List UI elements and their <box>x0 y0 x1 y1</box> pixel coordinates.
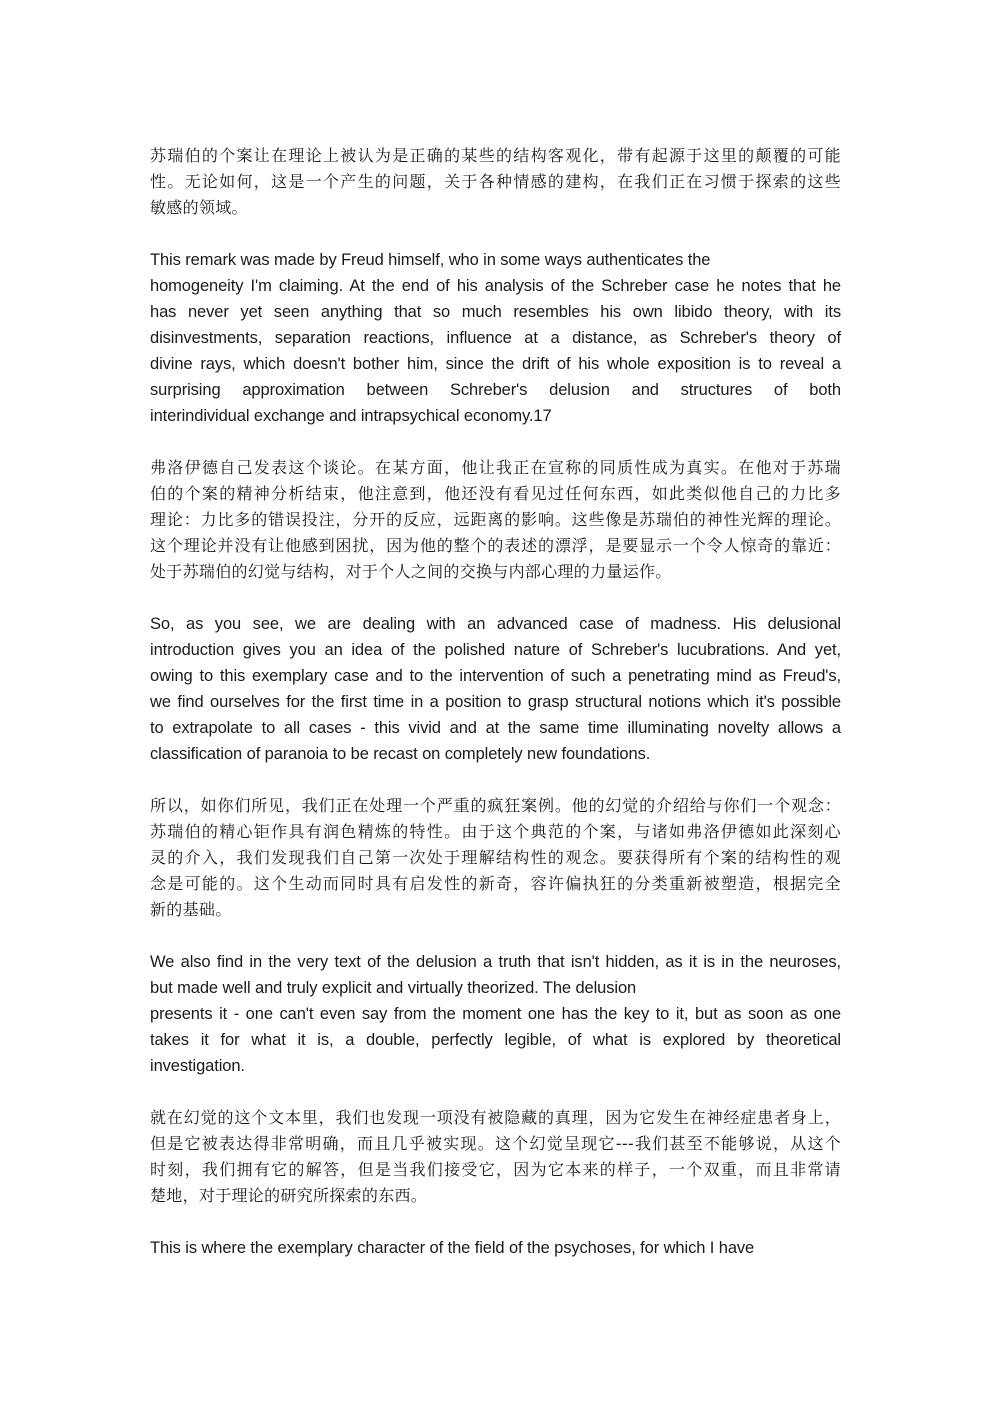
english-paragraph-2 <box>150 247 841 429</box>
text-line: This remark was made by Freud himself, who in some ways authenticates the <box>150 251 711 269</box>
chinese-paragraph-1 <box>150 143 841 221</box>
text-line: 就在幻觉的这个文本里，我们也发现一项没有被隐藏的真理，因为它发生在神经症患者身上， <box>150 1108 841 1127</box>
text-line: takes it for what it is, a double, perfectly legible, of what is explored by theoretical <box>150 1031 841 1049</box>
text-line: 念是可能的。这个生动而同时具有启发性的新奇，容许偏执狂的分类重新被塑造，根据完全 <box>150 874 841 893</box>
text-line: 伯的个案的精神分析结束，他注意到，他还没有看见过任何东西，如此类似他自己的力比多 <box>150 484 841 503</box>
text-line: presents it - one can't even say from the moment one has the key to it, but as soon as one <box>150 1005 841 1023</box>
text-line: investigation. <box>150 1057 245 1075</box>
text-line: 所以，如你们所见，我们正在处理一个严重的疯狂案例。他的幻觉的介绍给与你们一个观念： <box>150 796 841 815</box>
text-line: we find ourselves for the first time in a position to grasp structural notions which it's possible <box>150 693 841 711</box>
english-paragraph-8 <box>150 1235 841 1261</box>
text-line: has never yet seen anything that so much resembles his own libido theory, with its <box>150 303 841 321</box>
text-line: 敏感的领域。 <box>150 198 248 217</box>
text-line: owing to this exemplary case and to the intervention of such a penetrating mind as Freud's, <box>150 667 841 685</box>
text-line: interindividual exchange and intrapsychical economy.17 <box>150 407 552 425</box>
text-line: disinvestments, separation reactions, influence at a distance, as Schreber's theory of <box>150 329 841 347</box>
text-line: 处于苏瑞伯的幻觉与结构，对于个人之间的交换与内部心理的力量运作。 <box>150 562 672 581</box>
text-line: to extrapolate to all cases - this vivid and at the same time illuminating novelty allows a <box>150 719 841 737</box>
text-line: 性。无论如何，这是一个产生的问题，关于各种情感的建构，在我们正在习惯于探索的这些 <box>150 172 841 191</box>
english-paragraph-6 <box>150 949 841 1079</box>
text-line: 这个理论并没有让他感到困扰，因为他的整个的表述的漂浮，是要显示一个令人惊奇的靠近： <box>150 536 841 555</box>
text-line: but made well and truly explicit and virtually theorized. The delusion <box>150 979 637 997</box>
text-line: 但是它被表达得非常明确，而且几乎被实现。这个幻觉呈现它---我们甚至不能够说，从这个 <box>150 1134 841 1153</box>
document-page <box>150 143 841 1261</box>
text-line: This is where the exemplary character of the field of the psychoses, for which I have <box>150 1239 755 1257</box>
text-line: So, as you see, we are dealing with an advanced case of madness. His delusional <box>150 615 841 633</box>
text-line: introduction gives you an idea of the polished nature of Schreber's lucubrations. And yet, <box>150 641 841 659</box>
text-line: surprising approximation between Schreber's delusion and structures of both <box>150 381 841 399</box>
text-line: 理论：力比多的错误投注，分开的反应，远距离的影响。这些像是苏瑞伯的神性光辉的理论。 <box>150 510 841 529</box>
chinese-paragraph-3 <box>150 455 841 585</box>
text-line: 苏瑞伯的个案让在理论上被认为是正确的某些的结构客观化，带有起源于这里的颠覆的可能 <box>150 146 841 165</box>
chinese-paragraph-5 <box>150 793 841 923</box>
text-line: We also find in the very text of the delusion a truth that isn't hidden, as it is in the neuroses, <box>150 953 841 971</box>
text-line: divine rays, which doesn't bother him, since the drift of his whole exposition is to reveal a <box>150 355 841 373</box>
text-line: 时刻，我们拥有它的解答，但是当我们接受它，因为它本来的样子，一个双重，而且非常请 <box>150 1160 841 1179</box>
text-line: 新的基础。 <box>150 900 232 919</box>
text-line: 楚地，对于理论的研究所探索的东西。 <box>150 1186 428 1205</box>
text-line: homogeneity I'm claiming. At the end of his analysis of the Schreber case he notes that he <box>150 277 841 295</box>
text-line: 弗洛伊德自己发表这个谈论。在某方面，他让我正在宣称的同质性成为真实。在他对于苏瑞 <box>150 458 841 477</box>
english-paragraph-4 <box>150 611 841 767</box>
text-line: classification of paranoia to be recast on completely new foundations. <box>150 745 651 763</box>
text-line: 灵的介入，我们发现我们自己第一次处于理解结构性的观念。要获得所有个案的结构性的观 <box>150 848 841 867</box>
text-line: 苏瑞伯的精心钜作具有润色精炼的特性。由于这个典范的个案，与诸如弗洛伊德如此深刻心 <box>150 822 841 841</box>
chinese-paragraph-7 <box>150 1105 841 1209</box>
